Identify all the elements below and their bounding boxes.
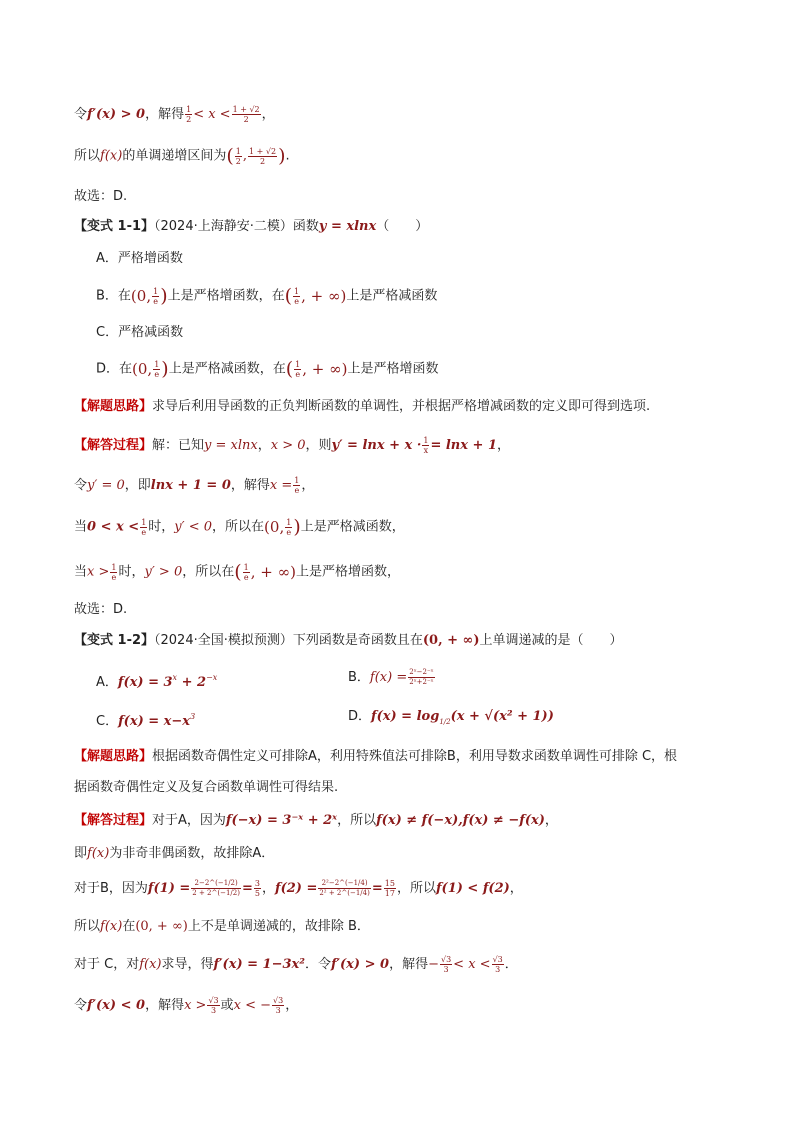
math: f′(x) > 0 — [87, 107, 146, 122]
question-header: 【变式 1-2】（2024·全国·模拟预测）下列函数是奇函数且在(0, + ∞)上单调递减的是（ ） — [74, 633, 623, 648]
text-line: 令f′(x) > 0，解得 $\frac{1}{2}$ < x < $\frac{1 + √2}{2}$ ， — [74, 105, 275, 124]
option-d: D．在(0, $\frac{1}{e}$ )上是严格减函数，在( $\frac{1}{e}$ , + ∞)上是严格增函数 — [96, 358, 439, 380]
question-header: 【变式 1-1】（2024·上海静安·二模）函数y = xlnx（ ） — [74, 219, 429, 234]
solution-line: 即f(x)为非奇非偶函数，故排除A． — [74, 846, 275, 861]
fraction: $\frac{1}{2}$ — [235, 146, 241, 166]
solution-line: 令y′ = 0，即lnx + 1 = 0，解得x = $\frac{1}{e}$ ， — [74, 476, 315, 495]
fraction: $\frac{1}{2}$ — [186, 105, 192, 124]
math: y = xlnx — [318, 219, 377, 234]
solution-line: 对于 C，对f(x)求导，得f′(x) = 1−3x²．令f′(x) > 0，解得− $\frac{√3}{3}$ < x < $\frac{√3}{3}$ ． — [74, 955, 518, 974]
section-label: 【解题思路】 — [74, 749, 153, 764]
solution-idea: 【解题思路】根据函数奇偶性定义可排除A，利用特殊值法可排除B，利用导数求函数单调性可排除 C，根 — [74, 749, 678, 764]
option-d: D．$f(x) = \log_{1/2}(x + √(x^2 + 1))$ — [348, 709, 554, 726]
option-c: C．严格减函数 — [96, 325, 184, 340]
text: ，解得 — [145, 107, 185, 122]
answer-line: 故选：D. — [74, 602, 128, 617]
variant-label: 【变式 1-2】 — [74, 633, 155, 648]
solution-line: 当0 < x < $\frac{1}{e}$ 时，y′ < 0，所以在(0, $\frac{1}{e}$ )上是严格减函数， — [74, 516, 405, 538]
math: f(x) — [100, 148, 123, 164]
solution-line: 所以f(x)在(0, + ∞)上不是单调递减的，故排除 B． — [74, 919, 370, 934]
text-line: 所以f(x)的单调递增区间为( $\frac{1}{2}$ , $\frac{1 + √2}{2}$ ). — [74, 145, 290, 167]
section-label: 【解题思路】 — [74, 399, 153, 414]
solution-idea: 【解题思路】求导后利用导函数的正负判断函数的单调性，并根据严格增减函数的定义即可得到选项. — [74, 399, 651, 414]
math: < x < — [193, 107, 231, 122]
option-b: B．在(0, $\frac{1}{e}$ )上是严格增函数，在( $\frac{1}{e}$ , + ∞)上是严格减函数 — [96, 285, 438, 307]
answer-line: 故选：D. — [74, 189, 128, 204]
variant-label: 【变式 1-1】 — [74, 219, 155, 234]
section-label: 【解答过程】 — [74, 813, 153, 828]
solution-line: 对于B，因为f(1) = $\frac{2-2\^{}(-1/2)}{2 + 2\^{}(-1/2)}$ = $\frac{3}{5}$ ，f(2) = $\frac{\text{2²−2\textasciicircum{}(−1/4)}}{\text{2² + 2\textasciicircum{}(−1/4)}}$ = $\frac{15}{17}$ ，所以f(1) < f(2)， — [74, 879, 523, 898]
solution-line: 当x > $\frac{1}{e}$ 时，y′ > 0，所以在( $\frac{1}{e}$ , + ∞)上是严格增函数， — [74, 561, 400, 583]
solution-line: 令f′(x) < 0，解得x > $\frac{√3}{3}$ 或x < − $\frac{√3}{3}$ ， — [74, 996, 299, 1015]
fraction: $\frac{1 + √2}{2}$ — [248, 146, 277, 166]
option-b: B．f(x) = $\frac{\text{2ˣ−2⁻ˣ}}{\text{2ˣ+2⁻ˣ}}$ — [348, 668, 434, 686]
option-a: A．严格增函数 — [96, 251, 183, 266]
option-a: A．$f(x) = 3^x + 2^{-x}$ — [96, 673, 218, 690]
solution-line: 【解答过程】解：已知y = xlnx，x > 0，则y′ = lnx + x · $\frac{1}{x}$ = lnx + 1， — [74, 436, 511, 455]
section-label: 【解答过程】 — [74, 438, 153, 453]
solution-line: 【解答过程】对于A，因为f(−x) = 3⁻ˣ + 2ˣ，所以f(x) ≠ f(−x),f(x) ≠ −f(x)， — [74, 813, 558, 828]
fraction: $\frac{1 + √2}{2}$ — [232, 105, 260, 124]
text-line: 据函数奇偶性定义及复合函数单调性可得结果. — [74, 780, 339, 795]
text: 令 — [74, 107, 88, 122]
option-c: C．$f(x) = x-x^3$ — [96, 712, 196, 729]
